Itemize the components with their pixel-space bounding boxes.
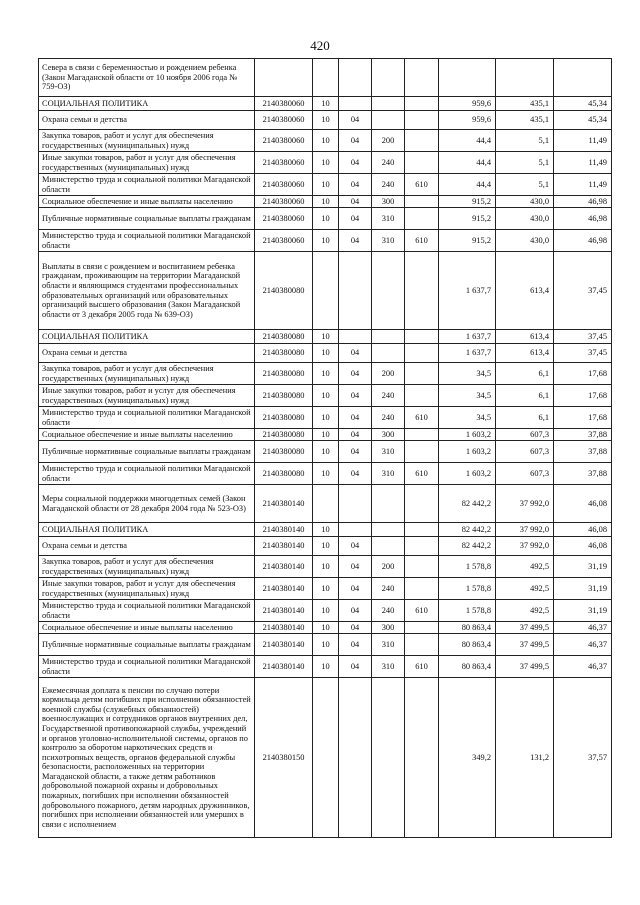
table-row [39, 600, 612, 622]
row-section: 10 [313, 463, 339, 485]
row-name: Закупка товаров, работ и услуг для обеспечения государственных (муниципальных) нужд [39, 130, 255, 152]
row-subsection: 04 [339, 344, 372, 363]
row-code: 2140380060 [255, 230, 313, 252]
row-admin-code [405, 678, 439, 838]
row-name: Министерство труда и социальной политики Магаданской области [39, 230, 255, 252]
row-executed-amount: 37 499,5 [496, 622, 554, 634]
row-section: 10 [313, 537, 339, 556]
row-expense-type [372, 485, 405, 523]
row-section: 10 [313, 429, 339, 441]
row-name: Министерство труда и социальной политики Магаданской области [39, 174, 255, 196]
row-executed-amount: 37 992,0 [496, 523, 554, 537]
row-subsection: 04 [339, 111, 372, 130]
row-section: 10 [313, 656, 339, 678]
row-expense-type: 310 [372, 634, 405, 656]
row-section: 10 [313, 441, 339, 463]
row-code: 2140380060 [255, 174, 313, 196]
row-section: 10 [313, 363, 339, 385]
row-subsection: 04 [339, 622, 372, 634]
row-section [313, 485, 339, 523]
row-percent: 17,68 [554, 385, 612, 407]
row-admin-code [405, 634, 439, 656]
row-subsection [339, 485, 372, 523]
row-subsection [339, 330, 372, 344]
row-subsection: 04 [339, 208, 372, 230]
row-admin-code [405, 252, 439, 330]
row-executed-amount: 435,1 [496, 97, 554, 111]
table-row [39, 578, 612, 600]
row-admin-code [405, 97, 439, 111]
row-percent: 37,88 [554, 429, 612, 441]
row-name: Иные закупки товаров, работ и услуг для обеспечения государственных (муниципальных) нужд [39, 385, 255, 407]
row-code: 2140380080 [255, 385, 313, 407]
row-percent: 46,98 [554, 196, 612, 208]
row-percent: 31,19 [554, 600, 612, 622]
row-section: 10 [313, 523, 339, 537]
row-percent: 37,57 [554, 678, 612, 838]
row-percent: 45,34 [554, 111, 612, 130]
row-subsection: 04 [339, 656, 372, 678]
row-code: 2140380150 [255, 678, 313, 838]
row-section: 10 [313, 174, 339, 196]
table-row [39, 678, 612, 838]
row-subsection: 04 [339, 556, 372, 578]
row-code: 2140380080 [255, 429, 313, 441]
row-code: 2140380080 [255, 441, 313, 463]
row-section: 10 [313, 385, 339, 407]
row-admin-code [405, 385, 439, 407]
row-plan-amount: 44,4 [439, 174, 496, 196]
row-expense-type [372, 678, 405, 838]
row-admin-code [405, 523, 439, 537]
row-section: 10 [313, 97, 339, 111]
row-executed-amount: 131,2 [496, 678, 554, 838]
row-section: 10 [313, 111, 339, 130]
row-section: 10 [313, 330, 339, 344]
row-admin-code: 610 [405, 407, 439, 429]
row-code: 2140380140 [255, 523, 313, 537]
row-code: 2140380080 [255, 363, 313, 385]
row-code: 2140380060 [255, 208, 313, 230]
row-subsection: 04 [339, 634, 372, 656]
row-expense-type: 240 [372, 385, 405, 407]
row-plan-amount [439, 59, 496, 97]
row-executed-amount: 492,5 [496, 556, 554, 578]
row-section [313, 59, 339, 97]
row-code: 2140380060 [255, 196, 313, 208]
row-name: Иные закупки товаров, работ и услуг для обеспечения государственных (муниципальных) нужд [39, 152, 255, 174]
table-row [39, 385, 612, 407]
row-executed-amount: 6,1 [496, 407, 554, 429]
row-name: Меры социальной поддержки многодетных семей (Закон Магаданской области от 28 декабря 2004 года № 523-ОЗ) [39, 485, 255, 523]
row-admin-code [405, 344, 439, 363]
row-admin-code [405, 485, 439, 523]
row-expense-type [372, 537, 405, 556]
row-expense-type: 240 [372, 600, 405, 622]
row-admin-code [405, 152, 439, 174]
row-percent: 17,68 [554, 363, 612, 385]
row-plan-amount: 1 637,7 [439, 344, 496, 363]
row-subsection: 04 [339, 441, 372, 463]
row-code: 2140380060 [255, 152, 313, 174]
row-plan-amount: 80 863,4 [439, 656, 496, 678]
row-percent: 46,08 [554, 485, 612, 523]
row-percent: 46,37 [554, 634, 612, 656]
table-row [39, 196, 612, 208]
row-percent: 31,19 [554, 556, 612, 578]
row-section: 10 [313, 208, 339, 230]
row-section: 10 [313, 600, 339, 622]
row-executed-amount: 430,0 [496, 230, 554, 252]
row-subsection [339, 97, 372, 111]
row-section: 10 [313, 196, 339, 208]
row-executed-amount: 6,1 [496, 385, 554, 407]
table-row [39, 152, 612, 174]
row-expense-type [372, 344, 405, 363]
row-plan-amount: 1 578,8 [439, 578, 496, 600]
row-percent: 46,08 [554, 537, 612, 556]
row-executed-amount: 5,1 [496, 130, 554, 152]
row-plan-amount: 1 578,8 [439, 600, 496, 622]
row-plan-amount: 82 442,2 [439, 485, 496, 523]
budget-table [38, 58, 612, 838]
row-percent: 37,45 [554, 330, 612, 344]
table-row [39, 363, 612, 385]
table-row [39, 429, 612, 441]
row-expense-type: 240 [372, 152, 405, 174]
row-section: 10 [313, 407, 339, 429]
row-percent: 11,49 [554, 152, 612, 174]
row-name: Выплаты в связи с рождением и воспитанием ребенка гражданам, проживающим на территории Магаданской области и являющимся студентами профессиональных образовательных организаций или образовательных организаций высшего образования (Закон Магаданской области от 3 декабря 2005 года № 639-ОЗ) [39, 252, 255, 330]
row-code: 2140380140 [255, 656, 313, 678]
row-expense-type: 310 [372, 230, 405, 252]
row-plan-amount: 1 637,7 [439, 330, 496, 344]
row-subsection: 04 [339, 600, 372, 622]
row-executed-amount: 37 499,5 [496, 656, 554, 678]
row-percent: 46,98 [554, 208, 612, 230]
row-percent: 37,88 [554, 463, 612, 485]
row-subsection: 04 [339, 196, 372, 208]
row-name: Министерство труда и социальной политики Магаданской области [39, 463, 255, 485]
row-name: СОЦИАЛЬНАЯ ПОЛИТИКА [39, 330, 255, 344]
table-row [39, 97, 612, 111]
row-name: СОЦИАЛЬНАЯ ПОЛИТИКА [39, 97, 255, 111]
row-name: Министерство труда и социальной политики Магаданской области [39, 600, 255, 622]
row-percent: 46,37 [554, 656, 612, 678]
row-expense-type [372, 252, 405, 330]
row-plan-amount: 915,2 [439, 196, 496, 208]
row-percent: 46,37 [554, 622, 612, 634]
row-executed-amount: 37 992,0 [496, 537, 554, 556]
row-code: 2140380080 [255, 344, 313, 363]
row-name: Охрана семьи и детства [39, 537, 255, 556]
row-code: 2140380060 [255, 97, 313, 111]
row-executed-amount: 5,1 [496, 174, 554, 196]
row-expense-type: 310 [372, 208, 405, 230]
table-row [39, 622, 612, 634]
row-admin-code [405, 130, 439, 152]
row-name: Публичные нормативные социальные выплаты гражданам [39, 634, 255, 656]
row-plan-amount: 82 442,2 [439, 523, 496, 537]
row-admin-code: 610 [405, 656, 439, 678]
row-subsection: 04 [339, 463, 372, 485]
row-code: 2140380080 [255, 330, 313, 344]
row-code: 2140380140 [255, 537, 313, 556]
row-section: 10 [313, 344, 339, 363]
row-percent: 17,68 [554, 407, 612, 429]
row-subsection [339, 252, 372, 330]
table-row [39, 208, 612, 230]
row-subsection [339, 523, 372, 537]
row-percent: 11,49 [554, 174, 612, 196]
row-admin-code [405, 578, 439, 600]
row-expense-type [372, 523, 405, 537]
row-percent: 37,45 [554, 252, 612, 330]
row-section: 10 [313, 578, 339, 600]
row-subsection: 04 [339, 537, 372, 556]
row-executed-amount: 607,3 [496, 429, 554, 441]
row-admin-code [405, 441, 439, 463]
row-plan-amount: 44,4 [439, 130, 496, 152]
row-executed-amount: 6,1 [496, 363, 554, 385]
row-expense-type: 200 [372, 363, 405, 385]
row-subsection: 04 [339, 174, 372, 196]
row-executed-amount: 613,4 [496, 344, 554, 363]
row-admin-code [405, 556, 439, 578]
row-plan-amount: 82 442,2 [439, 537, 496, 556]
row-executed-amount: 492,5 [496, 600, 554, 622]
row-name: Социальное обеспечение и иные выплаты населению [39, 622, 255, 634]
row-admin-code [405, 622, 439, 634]
row-percent [554, 59, 612, 97]
row-expense-type: 300 [372, 622, 405, 634]
row-code: 2140380080 [255, 252, 313, 330]
row-subsection: 04 [339, 130, 372, 152]
table-row [39, 523, 612, 537]
row-percent: 46,08 [554, 523, 612, 537]
row-name: Ежемесячная доплата к пенсии по случаю потери кормильца детям погибших при исполнении обязанностей военной службы (служебных обязанностей) военнослужащих и сотрудников органов внутренних дел, Государственной противопожарной службы, учреждений и органов уголовно-исполнительной системы, органов по контролю за оборотом наркотических средств и психотропных веществ, органов федеральной службы безопасности, расположенных на территории Магаданской области, а также детям работников добровольной пожарной охраны и добровольных пожарных, погибших при исполнении обязанностей добровольного пожарного, детям народных дружинников, погибших при исполнении обязанностей или умерших в связи с исполнением [39, 678, 255, 838]
table-row [39, 111, 612, 130]
table-row [39, 634, 612, 656]
row-code [255, 59, 313, 97]
row-section: 10 [313, 130, 339, 152]
row-code: 2140380140 [255, 622, 313, 634]
row-name: Охрана семьи и детства [39, 344, 255, 363]
row-admin-code [405, 196, 439, 208]
table-row [39, 252, 612, 330]
row-name: Севера в связи с беременностью и рождением ребенка (Закон Магаданской области от 10 ноября 2006 года № 759-ОЗ) [39, 59, 255, 97]
row-percent: 37,88 [554, 441, 612, 463]
row-admin-code [405, 537, 439, 556]
row-section [313, 252, 339, 330]
row-admin-code: 610 [405, 463, 439, 485]
row-executed-amount: 613,4 [496, 252, 554, 330]
row-plan-amount: 1 578,8 [439, 556, 496, 578]
row-plan-amount: 80 863,4 [439, 622, 496, 634]
row-section: 10 [313, 152, 339, 174]
row-code: 2140380140 [255, 485, 313, 523]
row-name: Министерство труда и социальной политики Магаданской области [39, 407, 255, 429]
row-expense-type: 240 [372, 174, 405, 196]
row-subsection: 04 [339, 152, 372, 174]
table-row [39, 407, 612, 429]
row-executed-amount: 613,4 [496, 330, 554, 344]
row-plan-amount: 1 637,7 [439, 252, 496, 330]
row-name: Закупка товаров, работ и услуг для обеспечения государственных (муниципальных) нужд [39, 363, 255, 385]
row-expense-type: 310 [372, 441, 405, 463]
row-expense-type [372, 97, 405, 111]
row-admin-code [405, 208, 439, 230]
row-plan-amount: 1 603,2 [439, 441, 496, 463]
table-row [39, 441, 612, 463]
row-plan-amount: 1 603,2 [439, 429, 496, 441]
row-section: 10 [313, 622, 339, 634]
row-name: Социальное обеспечение и иные выплаты населению [39, 429, 255, 441]
row-expense-type: 200 [372, 556, 405, 578]
row-plan-amount: 34,5 [439, 363, 496, 385]
row-expense-type [372, 330, 405, 344]
row-name: Публичные нормативные социальные выплаты гражданам [39, 441, 255, 463]
row-percent: 45,34 [554, 97, 612, 111]
row-plan-amount: 349,2 [439, 678, 496, 838]
row-code: 2140380140 [255, 600, 313, 622]
row-expense-type: 310 [372, 656, 405, 678]
row-percent: 11,49 [554, 130, 612, 152]
row-percent: 46,98 [554, 230, 612, 252]
row-executed-amount: 37 499,5 [496, 634, 554, 656]
row-expense-type: 300 [372, 429, 405, 441]
row-executed-amount: 430,0 [496, 196, 554, 208]
table-body [39, 59, 612, 838]
row-admin-code [405, 429, 439, 441]
row-admin-code [405, 59, 439, 97]
row-expense-type [372, 111, 405, 130]
row-section [313, 678, 339, 838]
row-name: Социальное обеспечение и иные выплаты населению [39, 196, 255, 208]
row-name: Иные закупки товаров, работ и услуг для обеспечения государственных (муниципальных) нужд [39, 578, 255, 600]
row-plan-amount: 34,5 [439, 385, 496, 407]
row-code: 2140380060 [255, 130, 313, 152]
row-executed-amount: 492,5 [496, 578, 554, 600]
row-code: 2140380080 [255, 463, 313, 485]
row-expense-type: 240 [372, 407, 405, 429]
row-admin-code [405, 330, 439, 344]
row-name: Министерство труда и социальной политики Магаданской области [39, 656, 255, 678]
page-number: 420 [310, 38, 330, 53]
row-expense-type [372, 59, 405, 97]
row-executed-amount: 5,1 [496, 152, 554, 174]
row-executed-amount: 37 992,0 [496, 485, 554, 523]
row-executed-amount: 435,1 [496, 111, 554, 130]
row-code: 2140380140 [255, 634, 313, 656]
row-executed-amount: 607,3 [496, 441, 554, 463]
row-plan-amount: 1 603,2 [439, 463, 496, 485]
row-name: Публичные нормативные социальные выплаты гражданам [39, 208, 255, 230]
row-percent: 37,45 [554, 344, 612, 363]
row-code: 2140380140 [255, 578, 313, 600]
row-code: 2140380140 [255, 556, 313, 578]
row-admin-code [405, 363, 439, 385]
table-row [39, 344, 612, 363]
row-subsection: 04 [339, 363, 372, 385]
row-executed-amount: 430,0 [496, 208, 554, 230]
table-row [39, 537, 612, 556]
row-section: 10 [313, 556, 339, 578]
row-code: 2140380060 [255, 111, 313, 130]
row-name: Охрана семьи и детства [39, 111, 255, 130]
row-percent: 31,19 [554, 578, 612, 600]
row-section: 10 [313, 634, 339, 656]
row-subsection: 04 [339, 230, 372, 252]
row-expense-type: 240 [372, 578, 405, 600]
row-plan-amount: 915,2 [439, 208, 496, 230]
row-subsection: 04 [339, 407, 372, 429]
row-subsection: 04 [339, 429, 372, 441]
table-row [39, 656, 612, 678]
table-row [39, 330, 612, 344]
table-row [39, 485, 612, 523]
row-plan-amount: 959,6 [439, 111, 496, 130]
row-section: 10 [313, 230, 339, 252]
row-name: СОЦИАЛЬНАЯ ПОЛИТИКА [39, 523, 255, 537]
row-executed-amount: 607,3 [496, 463, 554, 485]
table-row [39, 230, 612, 252]
row-subsection: 04 [339, 578, 372, 600]
row-expense-type: 310 [372, 463, 405, 485]
row-plan-amount: 44,4 [439, 152, 496, 174]
row-expense-type: 300 [372, 196, 405, 208]
row-subsection: 04 [339, 385, 372, 407]
table-row [39, 556, 612, 578]
row-executed-amount [496, 59, 554, 97]
table-row [39, 59, 612, 97]
row-subsection [339, 59, 372, 97]
row-subsection [339, 678, 372, 838]
row-admin-code: 610 [405, 174, 439, 196]
table-row [39, 174, 612, 196]
row-admin-code [405, 111, 439, 130]
row-plan-amount: 915,2 [439, 230, 496, 252]
row-plan-amount: 959,6 [439, 97, 496, 111]
row-name: Закупка товаров, работ и услуг для обеспечения государственных (муниципальных) нужд [39, 556, 255, 578]
row-plan-amount: 34,5 [439, 407, 496, 429]
row-plan-amount: 80 863,4 [439, 634, 496, 656]
row-code: 2140380080 [255, 407, 313, 429]
table-row [39, 130, 612, 152]
row-admin-code: 610 [405, 600, 439, 622]
table-row [39, 463, 612, 485]
row-expense-type: 200 [372, 130, 405, 152]
row-admin-code: 610 [405, 230, 439, 252]
